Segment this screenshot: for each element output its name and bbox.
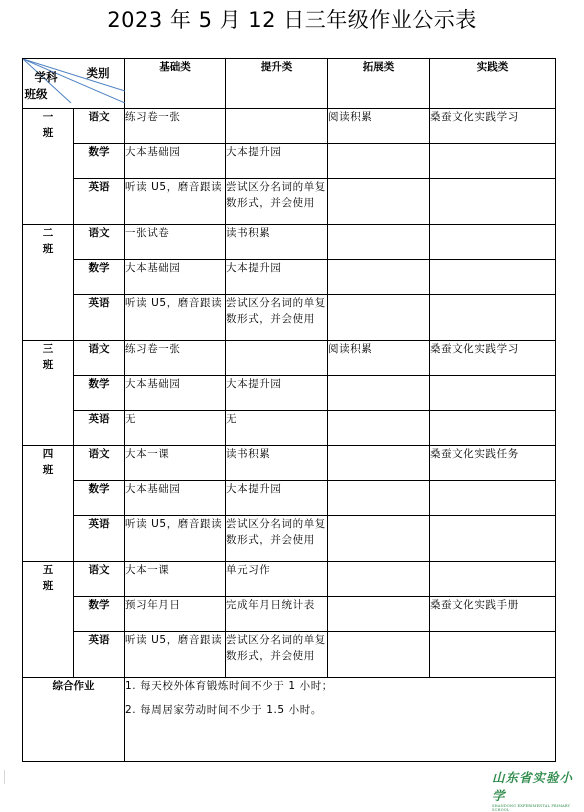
subject-label: 英语 <box>74 411 125 446</box>
homework-cell <box>430 179 556 225</box>
subject-label: 数学 <box>74 597 125 632</box>
homework-cell: 读书积累 <box>226 446 328 481</box>
class-label: 五 班 <box>23 562 74 678</box>
homework-cell: 阅读积累 <box>328 109 430 144</box>
subject-label: 语文 <box>74 225 125 260</box>
homework-cell: 无 <box>125 411 226 446</box>
homework-cell <box>328 376 430 411</box>
col-header-advanced: 提升类 <box>226 59 328 109</box>
summary-content <box>125 678 556 762</box>
homework-cell <box>430 260 556 295</box>
table-row <box>23 481 556 516</box>
homework-cell: 大本提升园 <box>226 376 328 411</box>
homework-cell: 练习卷一张 <box>125 109 226 144</box>
homework-cell: 尝试区分名词的单复数形式，并会使用 <box>226 295 328 341</box>
homework-cell <box>328 562 430 597</box>
corner-header-cell <box>23 59 125 109</box>
table-row <box>23 562 556 597</box>
table-row <box>23 341 556 376</box>
homework-cell <box>430 562 556 597</box>
homework-cell <box>430 411 556 446</box>
homework-cell <box>430 516 556 562</box>
subject-label: 数学 <box>74 260 125 295</box>
table-row <box>23 260 556 295</box>
subject-label: 语文 <box>74 109 125 144</box>
table-row <box>23 179 556 225</box>
subject-label: 英语 <box>74 516 125 562</box>
table-row <box>23 411 556 446</box>
homework-cell: 大本一课 <box>125 562 226 597</box>
homework-cell <box>430 144 556 179</box>
homework-cell: 练习卷一张 <box>125 341 226 376</box>
homework-cell: 一张试卷 <box>125 225 226 260</box>
homework-cell: 大本基础园 <box>125 260 226 295</box>
subject-label: 语文 <box>74 446 125 481</box>
table-row <box>23 376 556 411</box>
homework-cell: 无 <box>226 411 328 446</box>
homework-cell: 尝试区分名词的单复数形式，并会使用 <box>226 516 328 562</box>
homework-cell: 大本提升园 <box>226 144 328 179</box>
table-row <box>23 597 556 632</box>
homework-cell: 大本一课 <box>125 446 226 481</box>
summary-label: 综合作业 <box>23 678 125 762</box>
homework-cell <box>430 225 556 260</box>
summary-item: 1. 每天校外体育锻炼时间不少于 1 小时； <box>125 680 333 692</box>
homework-table <box>22 58 556 762</box>
homework-cell: 大本基础园 <box>125 481 226 516</box>
subject-label: 英语 <box>74 179 125 225</box>
homework-cell: 大本提升园 <box>226 481 328 516</box>
class-label: 四 班 <box>23 446 74 562</box>
subject-label: 英语 <box>74 632 125 678</box>
table-row <box>23 295 556 341</box>
col-header-basic: 基础类 <box>125 59 226 109</box>
homework-cell <box>328 597 430 632</box>
homework-cell <box>328 481 430 516</box>
homework-cell <box>328 295 430 341</box>
homework-cell <box>430 376 556 411</box>
col-header-extension: 拓展类 <box>328 59 430 109</box>
homework-cell <box>328 260 430 295</box>
subject-label: 英语 <box>74 295 125 341</box>
homework-cell: 桑蚕文化实践学习 <box>430 109 556 144</box>
table-row <box>23 225 556 260</box>
homework-cell <box>226 109 328 144</box>
corner-subject-label: 学科 <box>34 69 58 84</box>
subject-label: 数学 <box>74 144 125 179</box>
homework-cell: 阅读积累 <box>328 341 430 376</box>
class-label: 三 班 <box>23 341 74 446</box>
homework-cell: 大本提升园 <box>226 260 328 295</box>
homework-cell: 桑蚕文化实践学习 <box>430 341 556 376</box>
homework-cell: 大本基础园 <box>125 144 226 179</box>
homework-cell <box>430 481 556 516</box>
corner-class-label: 班级 <box>24 86 48 101</box>
corner-category-label: 类别 <box>86 65 110 80</box>
homework-cell <box>430 295 556 341</box>
subject-label: 语文 <box>74 562 125 597</box>
homework-cell: 尝试区分名词的单复数形式，并会使用 <box>226 632 328 678</box>
homework-cell: 单元习作 <box>226 562 328 597</box>
homework-cell: 桑蚕文化实践任务 <box>430 446 556 481</box>
summary-row <box>23 678 556 762</box>
subject-label: 语文 <box>74 341 125 376</box>
homework-cell: 听读 U5，磨音跟读 <box>125 516 226 562</box>
homework-cell <box>226 341 328 376</box>
margin-mark <box>4 770 13 784</box>
homework-cell: 读书积累 <box>226 225 328 260</box>
homework-cell: 预习年月日 <box>125 597 226 632</box>
homework-cell: 大本基础园 <box>125 376 226 411</box>
class-label: 一 班 <box>23 109 74 225</box>
school-logo-subtitle: SHANDONG EXPERIMENTAL PRIMARY SCHOOL <box>492 804 571 812</box>
school-logo-text: 山东省实验小学 <box>492 770 574 803</box>
school-logo <box>492 768 580 812</box>
subject-label: 数学 <box>74 481 125 516</box>
homework-cell <box>328 516 430 562</box>
homework-cell: 桑蚕文化实践手册 <box>430 597 556 632</box>
summary-item: 2. 每周居家劳动时间不少于 1.5 小时。 <box>125 704 322 716</box>
col-header-practice: 实践类 <box>430 59 556 109</box>
table-row <box>23 632 556 678</box>
homework-cell <box>328 411 430 446</box>
homework-cell: 听读 U5，磨音跟读 <box>125 179 226 225</box>
homework-cell <box>328 144 430 179</box>
page-title: 2023 年 5 月 12 日三年级作业公示表 <box>107 8 477 32</box>
homework-cell: 听读 U5，磨音跟读 <box>125 632 226 678</box>
homework-cell <box>328 225 430 260</box>
table-row <box>23 144 556 179</box>
homework-cell <box>328 179 430 225</box>
table-row <box>23 109 556 144</box>
subject-label: 数学 <box>74 376 125 411</box>
homework-cell <box>328 632 430 678</box>
homework-cell: 听读 U5，磨音跟读 <box>125 295 226 341</box>
homework-cell <box>328 446 430 481</box>
homework-cell: 尝试区分名词的单复数形式，并会使用 <box>226 179 328 225</box>
homework-cell: 完成年月日统计表 <box>226 597 328 632</box>
homework-cell <box>430 632 556 678</box>
class-label: 二 班 <box>23 225 74 341</box>
table-row <box>23 516 556 562</box>
table-row <box>23 446 556 481</box>
